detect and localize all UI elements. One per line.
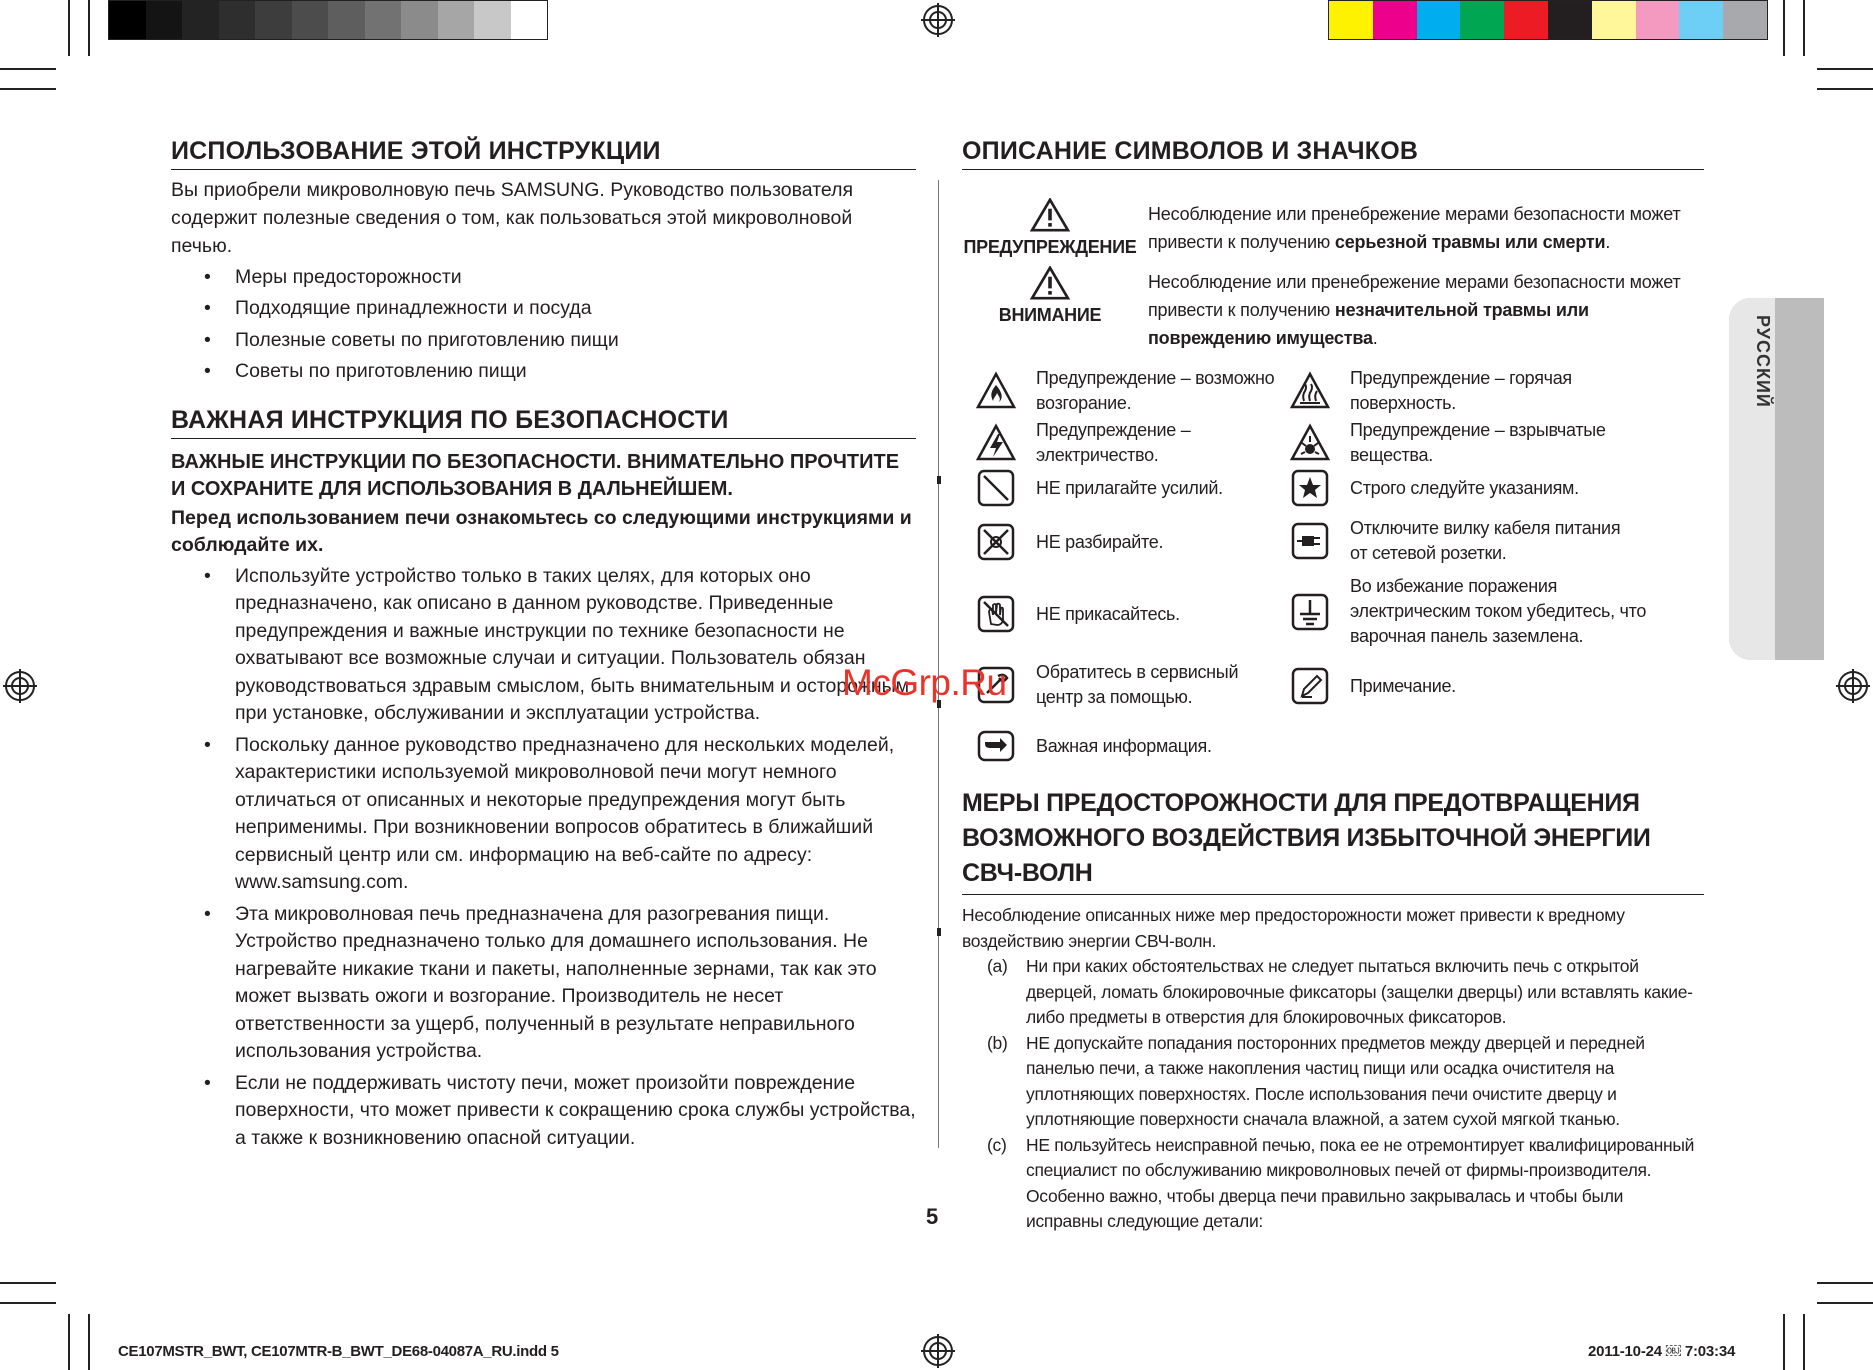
left-column: [171, 137, 916, 1156]
symbol-important: [976, 726, 1276, 766]
symbol-no-touch: [976, 594, 1276, 634]
language-tab-label: РУССКИЙ: [1753, 315, 1773, 408]
registration-mark-icon: [3, 669, 37, 703]
list-item: • Используйте устройство только в таких целях, для которых оно предназначено, как описано в данном руководстве. Приведенные предупреждения и важные инструкции по технике безопасности не охватывают все возможные случаи и ситуации. Пользователь обязан руководствоваться здравым смыслом, быть внимательным и осторожным при установке, обслуживании и эксплуатации устройства.: [235, 563, 916, 728]
crop-mark: [88, 0, 90, 56]
caution-triangle-icon: [1028, 266, 1072, 300]
color-swatch: [438, 1, 475, 39]
safety-subheading: ВАЖНЫЕ ИНСТРУКЦИИ ПО БЕЗОПАСНОСТИ. ВНИМАТЕЛЬНО ПРОЧТИТЕ И СОХРАНИТЕ ДЛЯ ИСПОЛЬЗОВАНИЯ В ДАЛЬНЕЙШЕМ.: [171, 450, 900, 500]
right-column: [962, 137, 1704, 170]
symbol-no-disassemble: [976, 522, 1276, 562]
symbol-electric: [976, 418, 1276, 468]
list-item: • Поскольку данное руководство предназначено для нескольких моделей, характеристики используемой микроволновой печи могут немного отличаться от описанных и некоторые предупреждения могут быть неприменимы. При возникновении вопросов обратитесь в ближайший сервисный центр или см. информацию на веб-сайте по адресу: www.samsung.com.: [235, 732, 916, 897]
registration-mark-icon: [921, 3, 955, 37]
divider-tick: [937, 928, 941, 936]
color-swatch: [511, 1, 548, 39]
symbol-service: [976, 660, 1276, 710]
crop-mark: [0, 88, 56, 90]
color-swatch: [1460, 1, 1504, 39]
symbol-text: НЕ разбирайте.: [1036, 531, 1164, 552]
crop-mark: [1817, 1282, 1873, 1284]
registration-mark-icon: [921, 1334, 955, 1368]
color-swatch: [1548, 1, 1592, 39]
symbol-text: Строго следуйте указаниям.: [1350, 477, 1579, 498]
color-swatch: [1329, 1, 1373, 39]
safety-lead: Перед использованием печи ознакомьтесь со следующими инструкциями и соблюдайте их.: [171, 506, 912, 556]
caution-row: [962, 266, 1704, 352]
crop-mark: [68, 1314, 70, 1370]
symbol-unplug: [1290, 516, 1630, 566]
footer-timestamp: 2011-10-24 ￼ 7:03:34: [1588, 1343, 1736, 1360]
fire-warning-icon: [976, 371, 1016, 411]
list-item: (a) Ни при каких обстоятельствах не следует пытаться включить печь с открытой дверцей, ломать блокировочные фиксаторы (защелки дверцы) или вставлять какие-либо предметы в отверстия для блокировочных фиксаторов.: [987, 956, 1693, 1027]
symbol-text: НЕ прикасайтесь.: [1036, 603, 1180, 624]
symbol-no-force: [976, 468, 1276, 508]
caution-label: ВНИМАНИЕ: [998, 305, 1102, 325]
warning-triangle-icon: [1028, 198, 1072, 232]
crop-mark: [0, 1282, 56, 1284]
symbol-text: Предупреждение – горячая поверхность.: [1350, 368, 1572, 413]
color-swatch: [1373, 1, 1417, 39]
crop-mark: [88, 1314, 90, 1370]
crop-mark: [1783, 0, 1785, 56]
symbol-ground: [1290, 574, 1660, 649]
color-swatch: [365, 1, 402, 39]
color-swatch: [401, 1, 438, 39]
symbol-hot-surface: [1290, 366, 1620, 416]
symbol-text: Предупреждение – возможно возгорание.: [1036, 368, 1275, 413]
crop-mark: [1817, 1302, 1873, 1304]
warning-row: [962, 198, 1704, 268]
symbol-text: Примечание.: [1350, 675, 1456, 696]
list-item: • Подходящие принадлежности и посуда: [235, 295, 916, 323]
symbol-text: Отключите вилку кабеля питания от сетевой розетки.: [1350, 518, 1621, 563]
hot-surface-warning-icon: [1290, 371, 1330, 411]
watermark: McGrp.Ru: [842, 662, 1007, 703]
page-number: 5: [926, 1204, 939, 1229]
color-swatch: [474, 1, 511, 39]
symbol-text: Предупреждение – взрывчатые вещества.: [1350, 420, 1606, 465]
symbol-explosive: [1290, 418, 1620, 468]
list-item: • Советы по приготовлению пищи: [235, 358, 916, 386]
list-item: • Меры предосторожности: [235, 264, 916, 292]
list-item: • Полезные советы по приготовлению пищи: [235, 327, 916, 355]
grayscale-calibration-bar: [108, 0, 548, 40]
color-swatch: [219, 1, 256, 39]
symbol-text: Обратитесь в сервисный центр за помощью.: [1036, 662, 1239, 707]
explosive-warning-icon: [1290, 423, 1330, 463]
unplug-icon: [1290, 521, 1330, 561]
color-swatch: [109, 1, 146, 39]
footer-filename: CE107MSTR_BWT, CE107MTR-B_BWT_DE68-04087A_RU.indd 5: [118, 1343, 559, 1360]
ground-icon: [1290, 592, 1330, 632]
crop-mark: [0, 1302, 56, 1304]
list-item: (c) НЕ пользуйтесь неисправной печью, пока ее не отремонтирует квалифицированный специалист по обслуживанию микроволновых печей от фирмы-производителя. Особенно важно, чтобы дверца печи правильно закрывалась и чтобы были исправны следующие детали:: [987, 1134, 1695, 1231]
color-swatch: [1592, 1, 1636, 39]
crop-mark: [1803, 0, 1805, 56]
color-swatch: [1723, 1, 1767, 39]
no-force-icon: [976, 468, 1016, 508]
crop-mark: [1783, 1314, 1785, 1370]
registration-mark-icon: [1836, 669, 1870, 703]
color-swatch: [146, 1, 183, 39]
crop-mark: [1817, 88, 1873, 90]
precautions-title: МЕРЫ ПРЕДОСТОРОЖНОСТИ ДЛЯ ПРЕДОТВРАЩЕНИЯ ВОЗМОЖНОГО ВОЗДЕЙСТВИЯ ИЗБЫТОЧНОЙ ЭНЕРГИИ СВЧ-ВОЛН: [962, 786, 1704, 895]
usage-intro: Вы приобрели микроволновую печь SAMSUNG. Руководство пользователя содержит полезные сведения о том, как пользоваться этой микроволновой печью.: [171, 178, 854, 257]
electric-warning-icon: [976, 423, 1016, 463]
warning-text: Несоблюдение или пренебрежение мерами безопасности может привести к получению серьезной травмы или смерти.: [1148, 204, 1681, 252]
crop-mark: [68, 0, 70, 56]
symbol-text: НЕ прилагайте усилий.: [1036, 477, 1223, 498]
symbols-section-title: ОПИСАНИЕ СИМВОЛОВ И ЗНАЧКОВ: [962, 137, 1704, 170]
symbol-note: [1290, 666, 1620, 706]
safety-section-title: ВАЖНАЯ ИНСТРУКЦИЯ ПО БЕЗОПАСНОСТИ: [171, 406, 916, 439]
symbol-text: Важная информация.: [1036, 735, 1212, 756]
no-touch-icon: [976, 594, 1016, 634]
list-item: • Если не поддерживать чистоту печи, может произойти повреждение поверхности, что может привести к сокращению срока службы устройства, а также к возникновению опасной ситуации.: [235, 1070, 916, 1153]
color-swatch: [1417, 1, 1461, 39]
color-swatch: [182, 1, 219, 39]
symbol-fire: [976, 366, 1276, 416]
warning-label: ПРЕДУПРЕЖДЕНИЕ: [963, 237, 1137, 257]
divider-tick: [937, 476, 941, 484]
usage-section-title: ИСПОЛЬЗОВАНИЕ ЭТОЙ ИНСТРУКЦИИ: [171, 137, 916, 170]
color-swatch: [255, 1, 292, 39]
symbol-follow: [1290, 468, 1620, 508]
no-disassemble-icon: [976, 522, 1016, 562]
color-swatch: [328, 1, 365, 39]
crop-mark: [0, 68, 56, 70]
symbol-text: Предупреждение – электричество.: [1036, 420, 1191, 465]
precautions-section: [962, 786, 1704, 1235]
color-swatch: [1504, 1, 1548, 39]
precautions-intro: Несоблюдение описанных ниже мер предосторожности может привести к вредному воздействию энергии СВЧ-волн.: [962, 905, 1625, 951]
color-swatch: [292, 1, 329, 39]
symbol-text: Во избежание поражения электрическим током убедитесь, что варочная панель заземлена.: [1350, 576, 1647, 646]
safety-list: [171, 563, 916, 1153]
color-calibration-bar: [1328, 0, 1768, 40]
list-item: (b) НЕ допускайте попадания посторонних предметов между дверцей и передней панелью печи, а также накопления частиц пищи или осадка очистителя на уплотняющих поверхностях. После использования печи очистите дверцу и уплотняющие поверхности сначала влажной, а затем сухой мягкой тканью.: [987, 1032, 1645, 1129]
important-info-icon: [976, 726, 1016, 766]
caution-text: Несоблюдение или пренебрежение мерами безопасности может привести к получению незначительной травмы или повреждению имущества.: [1148, 272, 1681, 348]
usage-list: [171, 264, 916, 386]
color-swatch: [1679, 1, 1723, 39]
crop-mark: [1817, 68, 1873, 70]
follow-instructions-icon: [1290, 468, 1330, 508]
color-swatch: [1636, 1, 1680, 39]
list-item: • Эта микроволновая печь предназначена для разогревания пищи. Устройство предназначено только для домашнего использования. Не нагревайте никакие ткани и пакеты, наполненные зернами, так как это может вызвать ожоги и возгорание. Производитель не несет ответственности за ущерб, полученный в результате неправильного использования устройства.: [235, 901, 916, 1066]
crop-mark: [1803, 1314, 1805, 1370]
note-icon: [1290, 666, 1330, 706]
